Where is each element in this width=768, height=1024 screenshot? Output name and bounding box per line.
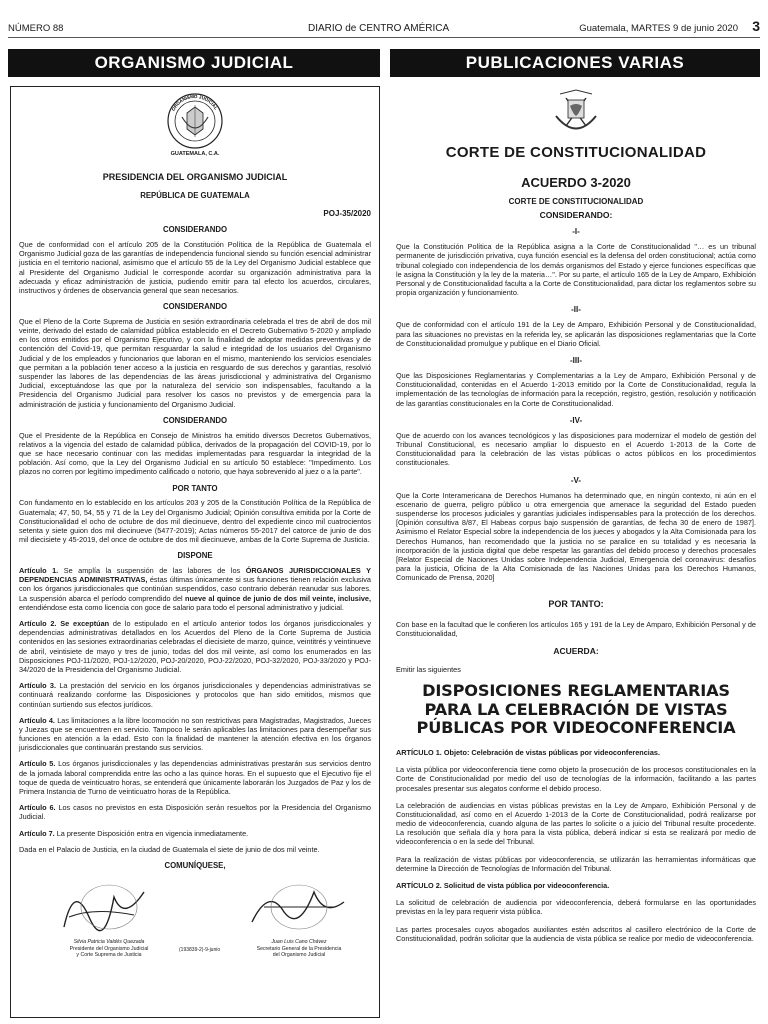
article-5: Artículo 5. Los órganos jurisdiccionales y las dependencias administrativas prestarán sus servicios dentro de la jornada laboral comprendida entre las ocho a las quince horas. En el supuesto que el Ejecutivo fije el toque de queda de veinticuatro horas, se entenderá que únicamente laborarán los Juzgados de Paz y los de Primera Instancia de Turno de veinticuatro horas de la República. [19, 759, 371, 797]
signatures-block [19, 877, 371, 972]
article-3: Artículo 3. La prestación del servicio en los órganos jurisdiccionales y dependencias administrativas se continuará realizando conforme las Disposiciones y protocolos que han sido emitidos, mismos que continúan surtiendo sus efectos jurídicos. [19, 681, 372, 709]
article-2-paragraph: Las partes procesales cuyos abogados auxiliantes estén adscritos al casillero electrónico de la Corte de Constitucionalidad, podrán solicitar que la audiencia de vista pública se realice por medio de videoconferencia. [396, 924, 756, 943]
judicial-seal-icon [160, 91, 230, 151]
document-reference: POJ-35/2020 [323, 209, 371, 219]
section-banner-organismo-judicial: ORGANISMO JUDICIAL [8, 49, 380, 77]
article-1-paragraph: Para la realización de vistas públicas por videoconferencia, se utilizarán las herramientas informáticas que determine la Dirección de Tecnologías de Información del Tribunal. [396, 854, 756, 873]
section-numeral: -III- [570, 355, 582, 365]
regulations-title: DISPOSICIONES REGLAMENTARIAS PARA LA CELEBRACIÓN DE VISTAS PÚBLICAS POR VIDEOCONFERENCIA [416, 681, 736, 738]
article-2-paragraph: La solicitud de celebración de audiencia por videoconferencia, deberá formularse en las oportunidades previstas en la ley para requerir vista pública. [396, 898, 756, 917]
considerando-heading: CONSIDERANDO [162, 415, 228, 425]
issue-number: NÚMERO 88 [8, 23, 64, 34]
considerando-heading: CONSIDERANDO: [539, 210, 613, 221]
article-4: Artículo 4. Las limitaciones a la libre locomoción no son restrictivas para Magistradas, Magistrados, Jueces y Juezas que se encuentren en servicio. Tampoco le serán aplicables las limitaciones para desempeñar sus funciones en atención a la edad. Esto con la finalidad de mantener la atención efectiva en los órganos jurisdiccionales que continuarán prestando sus servicios. [19, 715, 371, 753]
publication-code: (193839-2)-9-junio [179, 946, 221, 953]
legal-basis-paragraph: Con fundamento en lo establecido en los artículos 203 y 205 de la Constitución Política de la República de Guatemala; 47, 50, 54, 55 y 71 de la Ley del Organismo Judicial; Opinión consultiva emitida por la Corte de Constitucionalidad el ocho de octubre de dos mil diecinueve, dentro del expediente cinco mil cuatrocientos setenta y siete guion dos mil diecinueve (5477-2019); Actas números 55-2017 del catorce de junio de dos mil diecisiete y 45-2019, del once de octubre de dos mil diecinueve, ambas de la Corte Suprema de Justicia. [19, 498, 371, 545]
considerando-paragraph: Que el Presidente de la República en Consejo de Ministros ha emitido diversos Decretos Gubernativos, relativos a la vigencia del estado de calamidad pública, derivados de la propagación del COVID-19, por lo que se hace necesario continuar con las medidas implementadas para resguardar la integridad de la población. Así como, que la Ley del Organismo Judicial en su artículo 50 establece: "Impedimento. Los plazos no corren por legítimo impedimento calificado o notorio, que haya sobrevenido al juez o a la parte". [19, 430, 371, 477]
court-title: CORTE DE CONSTITUCIONALIDAD [445, 144, 707, 161]
presidency-title: PRESIDENCIA DEL ORGANISMO JUDICIAL [102, 171, 288, 182]
considerando-paragraph: Que de conformidad con el artículo 191 de la Ley de Amparo, Exhibición Personal y de Constitucionalidad, para las situaciones no previstas en la referida ley, se aplicarán las disposiciones reglamentarias que la Corte de Constitucionalidad promulgue y publique en el Diario Oficial. [396, 320, 756, 348]
section-numeral: -V- [570, 475, 582, 485]
article-1-paragraph: La vista pública por videoconferencia tiene como objeto la prosecución de los procesos constitucionales en la Corte de Constitucionalidad por medio del uso de tecnologías de la información, facilitando a las partes procesales presentar sus alegatos conforme el debido proceso. [396, 765, 756, 793]
section-numeral: -II- [571, 305, 581, 315]
article-1: Artículo 1. Se amplía la suspensión de las labores de los ÓRGANOS JURISDICCIONALES Y DEPENDENCIAS ADMINISTRATIVAS, éstas últimas únicamente si sus funciones tienen relación exclusiva con los órganos jurisdiccionales que continúan suspendidos, caso contrario deberán reanudar sus labores. La suspensión abarca el período comprendido del nueve al quince de junio de dos mil veinte, inclusive, entendiéndose esta como licencia con goce de salario para todo el personal administrativo y judicial. [19, 566, 372, 612]
considerando-paragraph: Que la Corte Interamericana de Derechos Humanos ha determinado que, en ningún contexto, ni aún en el escenario de guerra, peligro público u otra emergencia que amenace la seguridad del Estado pueden suspenderse los procesos judiciales y garantías judiciales indispensables para la protección de los derechos. [Opinión consultiva 8/87, El Habeas corpus bajo suspensión de garantías, de fecha 30 de enero de 1987]. Asimismo el Relator Especial sobre la independencia de los jueces y abogados y la Alta Comisionada para los Derechos Humanos, han recomendado que la justicia no se paralice en su totalidad y es necesaria la incorporación de la justicia digital que debe respetar las garantías del debido proceso y derechos procesales [Relator Especial de Naciones Unidas sobre Independencia Judicial, Emergencia del coronavirus: desafíos para la justicia, Oficina de la Alta Comisionada de las Naciones Unidas para los Derechos Humanos, Comunicado de Prensa, 2020] [396, 490, 756, 583]
article-1-heading: ARTÍCULO 1. Objeto: Celebración de vistas públicas por videoconferencias. [396, 747, 660, 757]
comuniquese-heading: COMUNÍQUESE, [164, 860, 226, 870]
organismo-judicial-column [10, 86, 380, 1018]
considerando-heading: CONSIDERANDO [162, 302, 228, 312]
guatemala-coat-of-arms-icon [546, 86, 606, 138]
considerando-paragraph: Que las Disposiciones Reglamentarias y Complementarias a la Ley de Amparo, Exhibición Personal y de Constitucionalidad, contenidas en el Acuerdo 1-2013 emitido por la Corte de Constitucionalidad, regula la implementación de las tecnologías de información para la recepción, registro, gestión, resolución y notificación de las garantías constitucionales en la Corte de Constitucionalidad. [396, 370, 756, 408]
handwritten-signature-icon [244, 877, 354, 937]
signature-secretary: Juan Luis Cano Chávez Secretario General de la Presidencia del Organismo Judicial [239, 877, 359, 959]
publication-date: Guatemala, MARTES 9 de junio 2020 [579, 23, 738, 34]
por-tanto-heading: POR TANTO: [548, 598, 604, 609]
publication-name: DIARIO de CENTRO AMÉRICA [308, 23, 450, 34]
dada-statement: Dada en el Palacio de Justicia, en la ciudad de Guatemala el siete de junio de dos mil veinte. [19, 844, 320, 854]
article-6: Artículo 6. Los casos no previstos en esta Disposición serán resueltos por la Presidencia del Organismo Judicial. [19, 803, 371, 822]
agreement-number: ACUERDO 3-2020 [521, 174, 631, 190]
article-1-paragraph: La celebración de audiencias en vistas públicas previstas en la Ley de Amparo, Exhibición Personal y de Constitucionalidad, así como en el Acuerdo 1-2013 de la Corte de Constitucionalidad, podrá realizarse por medio de videoconferencia, cuando alguna de las partes lo solicite o a juicio del Tribunal resulte procedente. La resolución que señala día y hora para la vista pública, deberá indicar si esta se realizará por medio de videoconferencia o en la sede del Tribunal. [396, 800, 756, 847]
article-7: Artículo 7. La presente Disposición entra en vigencia inmediatamente. [19, 828, 249, 838]
signature-president: Silvia Patricia Valdés Quezada Presidente del Organismo Judicial y Corte Suprema de Justicia [49, 877, 169, 959]
legal-basis-paragraph: Con base en la facultad que le confieren los artículos 165 y 191 de la Ley de Amparo, Exhibición Personal y de Constitucionalidad, [396, 619, 756, 639]
emitir-label: Emitir las siguientes [396, 664, 461, 674]
section-banner-publicaciones-varias: PUBLICACIONES VARIAS [390, 49, 760, 77]
handwritten-signature-icon [54, 877, 164, 937]
considerando-paragraph: Que la Constitución Política de la República asigna a la Corte de Constitucionalidad "… es un tribunal permanente de jurisdicción privativa, cuya función esencial es la defensa del orden constitucional; actúa como tribunal colegiado con independencia de los demás organismos del Estado y ejerce funciones específicas que le asigna la Constitución y la ley de la materia…". Por su parte, el artículo 165 de la Ley de Amparo, Exhibición Personal y de Constitucionalidad faculta a la Corte de Constitucionalidad, para dictar los reglamentos sobre su propia organización y funcionamiento. [396, 242, 756, 298]
article-2: Artículo 2. Se exceptúan de lo estipulado en el artículo anterior todos los órganos jurisdiccionales y dependencias administrativas detallados en los Acuerdos del Pleno de la Corte Suprema de Justicia contenidos en las sesiones extraordinarias celebradas el diecisiete de marzo, quince, veintitrés y veintinueve de abril, veintisiete de mayo y tres de junio, todas del dos mil veinte, así como los enumerados en las Disposiciones POJ-11/2020, POJ-12/2020, POJ-20/2020, POJ-22/2020, POJ-32/2020, POJ-33/2020 y POJ-34/2020 de la Presidencia del Organismo Judicial. [19, 619, 371, 674]
republic-label: REPÚBLICA DE GUATEMALA [140, 191, 250, 201]
dispone-heading: DISPONE [177, 551, 213, 561]
page-number: 3 [752, 18, 760, 34]
newspaper-header [8, 20, 760, 38]
acuerda-heading: ACUERDA: [553, 646, 599, 657]
court-subtitle: CORTE DE CONSTITUCIONALIDAD [508, 197, 644, 207]
section-numeral: -IV- [569, 415, 583, 425]
considerando-heading: CONSIDERANDO [162, 225, 228, 235]
considerando-paragraph: Que de acuerdo con los avances tecnológicos y las disposiciones para modernizar el modelo de gestión del Tribunal Constitucional, es necesario ampliar lo dispuesto en el Acuerdo 1-2013 de la Corte de Constitucionalidad para la celebración de las vistas públicas o actos públicos en los procedimientos constitucionales. [396, 430, 756, 468]
por-tanto-heading: POR TANTO [172, 483, 218, 493]
section-numeral: -I- [572, 227, 580, 237]
seal-caption: GUATEMALA, C.A. [170, 151, 220, 157]
publicaciones-varias-column [392, 86, 760, 1018]
considerando-paragraph: Que el Pleno de la Corte Suprema de Justicia en sesión extraordinaria celebrada el tres de abril de dos mil veinte, derivado del estado de calamidad pública establecido en el Decreto Gubernativo 5-2020 y ampliado en los otros emitidos por el Organismo Ejecutivo, y con la finalidad de adoptar medidas preventivas y de contención del Covid-19, que permitan resguardar la salud e integridad de los usuarios del Organismo Judicial y de los empleados y funcionarios que laboran en el mismo, manteniendo los servicios esenciales que permitan a la población tener acceso a la justicia en resguardo de sus derechos y garantías, resolvió suspender las labores de las dependencias de las áreas jurisdiccional y administrativa del Organismo Judicial, exceptuándose las que por la naturaleza del servicio son indispensables, facultando a la Presidencia del Organismo Judicial para resolver los casos no previstos y de emergencia para la administración de justicia y funcionamiento del Organismo Judicial. [19, 316, 371, 409]
considerando-paragraph: Que de conformidad con el artículo 205 de la Constitución Política de la República de Guatemala el Organismo Judicial goza de las garantías de independencia funcional siendo su función esencial administrar justicia en el territorio nacional, asimismo que el artículo 55 de la Ley del Organismo Judicial establece que al Presidente del Organismo Judicial le corresponde acordar su organización administrativa para la adecuada y eficaz administración de justicia, pudiendo emitir para tal efecto los acuerdos, circulares, instructivos y órdenes de observancia general que sean necesarios. [19, 239, 371, 295]
article-2-heading: ARTÍCULO 2. Solicitud de vista pública por videoconferencia. [396, 881, 610, 891]
svg-text:ORGANISMO JUDICIAL: ORGANISMO JUDICIAL [170, 93, 219, 112]
